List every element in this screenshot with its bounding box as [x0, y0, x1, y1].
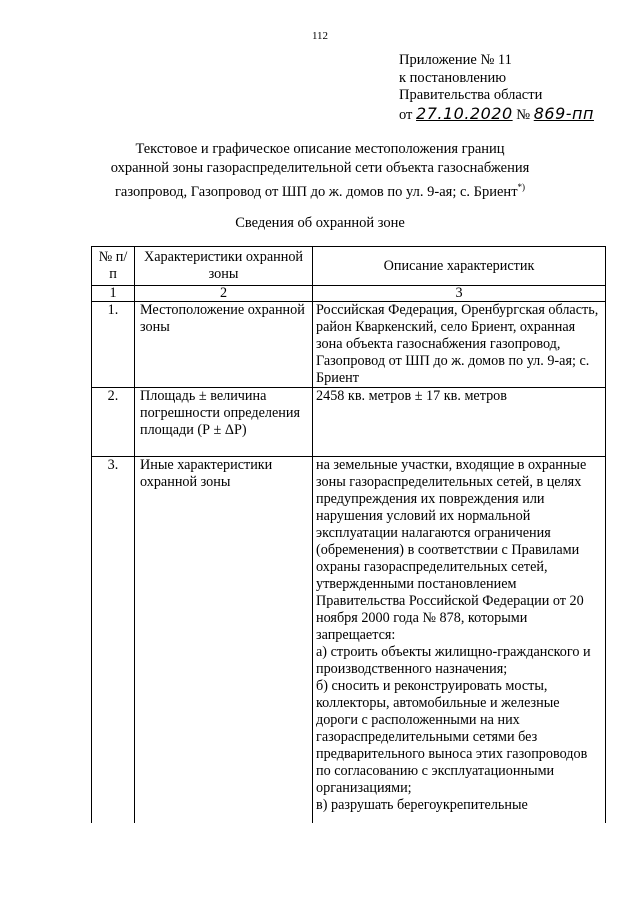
row-characteristic: Местоположение охранной зоны: [135, 302, 313, 388]
column-number: 1: [92, 286, 135, 302]
appendix-line-1: Приложение № 11: [399, 52, 512, 68]
table-row: [92, 388, 606, 457]
title-line-3: газопровод, Газопровод от ШП до ж. домов по ул. 9-ая; с. Бриент*): [114, 182, 526, 200]
section-title: Сведения об охранной зоне: [235, 215, 405, 231]
row-characteristic: Площадь ± величина погрешности определения площади (Р ± ΔР): [135, 388, 313, 457]
zone-info-table: [91, 246, 606, 823]
handwritten-number: 869-пп: [533, 103, 594, 123]
table-row: [92, 302, 606, 388]
title-line-2: охранной зоны газораспределительной сети объекта газоснабжения: [110, 160, 530, 176]
row-description: Российская Федерация, Оренбургская область, район Кваркенский, село Бриент, охранная зона объекта газоснабжения газопровод, Газопровод от ШП до ж. домов по ул. 9-ая; с. Бриент: [313, 302, 606, 388]
restriction-item: а) строить объекты жилищно-гражданского и производственного назначения;: [316, 644, 591, 677]
page-number: 112: [311, 30, 329, 42]
header-characteristics: Характеристики охранной зоны: [135, 247, 313, 286]
table-header-row: [92, 247, 606, 286]
row-characteristic: Иные характеристики охранной зоны: [135, 457, 313, 824]
handwritten-date: 27.10.2020: [416, 103, 513, 123]
row-number: 2.: [92, 388, 135, 457]
header-description: Описание характеристик: [313, 247, 606, 286]
column-number: 2: [135, 286, 313, 302]
appendix-block: [399, 52, 594, 124]
restriction-item: в) разрушать берегоукрепительные: [316, 797, 528, 813]
title-line-1: Текстовое и графическое описание местоположения границ: [135, 141, 505, 157]
row-description: 2458 кв. метров ± 17 кв. метров: [313, 388, 606, 457]
date-prefix: от: [399, 106, 413, 123]
restrictions-intro: на земельные участки, входящие в охранные зоны газораспределительных сетей, в целях предупреждения их повреждения или нарушения условий их нормальной эксплуатации налагаются ограничения (обременения) в соответствии с Правилами охраны газораспределительных сетей, утвержденными постановлением Правительства Российской Федерации от 20 ноября 2000 года № 878, которыми запрещается:: [316, 457, 587, 643]
footnote-mark: *): [517, 182, 526, 192]
document-title: [0, 140, 640, 202]
row-number: 1.: [92, 302, 135, 388]
column-number-row: [92, 286, 606, 302]
column-number: 3: [313, 286, 606, 302]
row-description: [313, 457, 606, 824]
number-prefix: №: [516, 106, 531, 123]
appendix-line-2: к постановлению: [399, 69, 507, 86]
appendix-date-line: [399, 105, 594, 125]
restriction-item: б) сносить и реконструировать мосты, коллекторы, автомобильные и железные дороги с расположенными на них газораспределительными сетями без предварительного выноса этих газопроводов по согласованию с эксплуатационными организациями;: [316, 678, 588, 796]
table-row: [92, 457, 606, 824]
appendix-line-3: Правительства области: [399, 87, 543, 103]
row-number: 3.: [92, 457, 135, 824]
header-num: № п/п: [92, 247, 135, 286]
